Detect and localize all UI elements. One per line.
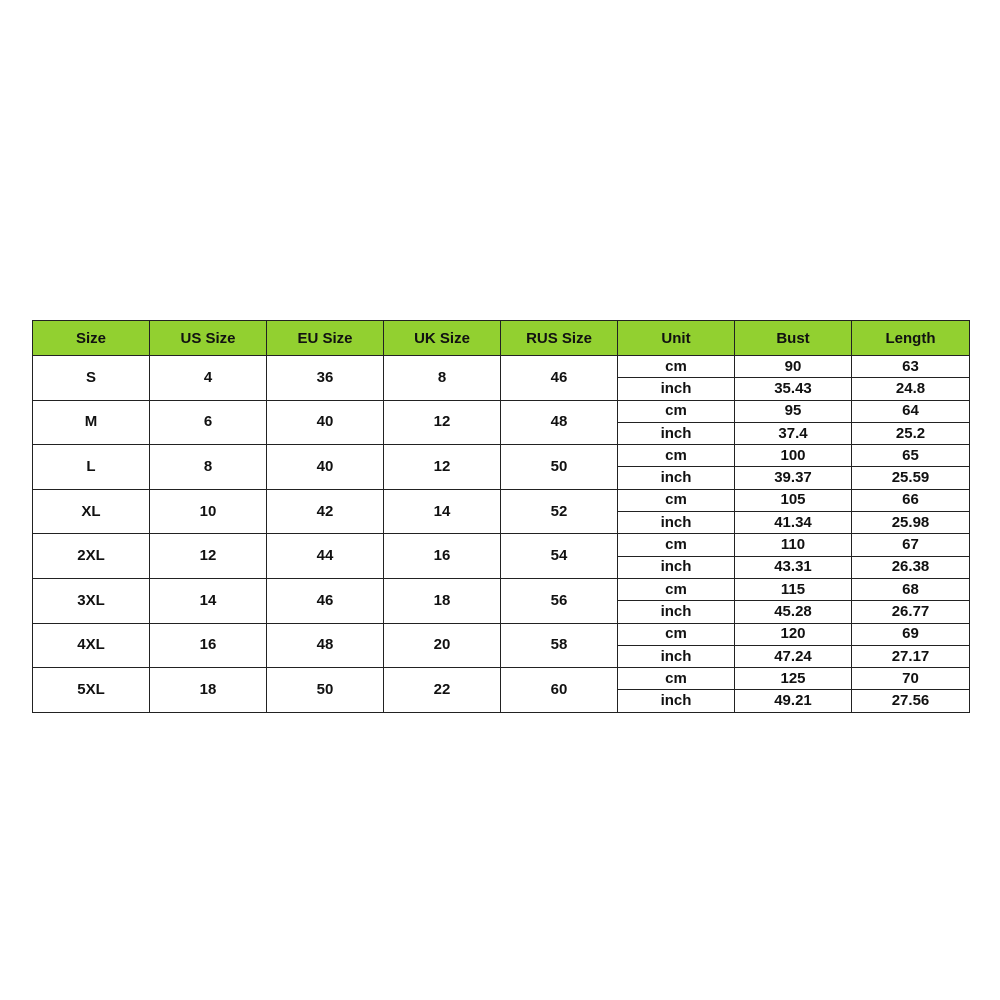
length-cell: 68 (852, 578, 970, 600)
unit-cell: cm (618, 623, 735, 645)
unit-cell: inch (618, 690, 735, 712)
bust-cell: 120 (735, 623, 852, 645)
size-cell: S (33, 356, 150, 401)
bust-cell: 41.34 (735, 512, 852, 534)
bust-cell: 100 (735, 445, 852, 467)
us-size-cell: 10 (150, 489, 267, 534)
uk-size-cell: 8 (384, 356, 501, 401)
unit-cell: inch (618, 601, 735, 623)
bust-cell: 49.21 (735, 690, 852, 712)
length-cell: 27.56 (852, 690, 970, 712)
size-chart-table (32, 320, 970, 713)
uk-size-cell: 18 (384, 578, 501, 623)
size-cell: 5XL (33, 668, 150, 713)
unit-cell: cm (618, 356, 735, 378)
length-cell: 69 (852, 623, 970, 645)
table-row-cm (33, 534, 970, 556)
rus-size-cell: 50 (501, 445, 618, 490)
unit-cell: inch (618, 645, 735, 667)
rus-size-cell: 48 (501, 400, 618, 445)
unit-cell: inch (618, 422, 735, 444)
length-cell: 25.59 (852, 467, 970, 489)
unit-cell: cm (618, 445, 735, 467)
eu-size-cell: 40 (267, 445, 384, 490)
bust-cell: 37.4 (735, 422, 852, 444)
unit-cell: inch (618, 556, 735, 578)
table-row-cm (33, 668, 970, 690)
header-cell: US Size (150, 321, 267, 356)
us-size-cell: 18 (150, 668, 267, 713)
length-cell: 65 (852, 445, 970, 467)
rus-size-cell: 46 (501, 356, 618, 401)
table-row-cm (33, 489, 970, 511)
size-cell: 2XL (33, 534, 150, 579)
us-size-cell: 12 (150, 534, 267, 579)
length-cell: 26.77 (852, 601, 970, 623)
bust-cell: 90 (735, 356, 852, 378)
length-cell: 25.2 (852, 422, 970, 444)
unit-cell: inch (618, 512, 735, 534)
length-cell: 64 (852, 400, 970, 422)
eu-size-cell: 50 (267, 668, 384, 713)
size-cell: XL (33, 489, 150, 534)
us-size-cell: 16 (150, 623, 267, 668)
eu-size-cell: 40 (267, 400, 384, 445)
bust-cell: 125 (735, 668, 852, 690)
table-row-cm (33, 445, 970, 467)
uk-size-cell: 12 (384, 445, 501, 490)
uk-size-cell: 16 (384, 534, 501, 579)
us-size-cell: 6 (150, 400, 267, 445)
header-cell: EU Size (267, 321, 384, 356)
unit-cell: cm (618, 578, 735, 600)
rus-size-cell: 60 (501, 668, 618, 713)
table-row-cm (33, 400, 970, 422)
unit-cell: inch (618, 467, 735, 489)
length-cell: 27.17 (852, 645, 970, 667)
bust-cell: 105 (735, 489, 852, 511)
eu-size-cell: 36 (267, 356, 384, 401)
table-row-cm (33, 578, 970, 600)
header-cell: UK Size (384, 321, 501, 356)
unit-cell: cm (618, 489, 735, 511)
header-cell: RUS Size (501, 321, 618, 356)
size-cell: 3XL (33, 578, 150, 623)
unit-cell: cm (618, 400, 735, 422)
header-row (33, 321, 970, 356)
length-cell: 67 (852, 534, 970, 556)
bust-cell: 35.43 (735, 378, 852, 400)
bust-cell: 45.28 (735, 601, 852, 623)
size-cell: M (33, 400, 150, 445)
uk-size-cell: 22 (384, 668, 501, 713)
bust-cell: 95 (735, 400, 852, 422)
us-size-cell: 14 (150, 578, 267, 623)
us-size-cell: 4 (150, 356, 267, 401)
length-cell: 63 (852, 356, 970, 378)
table-row-cm (33, 356, 970, 378)
eu-size-cell: 48 (267, 623, 384, 668)
uk-size-cell: 14 (384, 489, 501, 534)
length-cell: 66 (852, 489, 970, 511)
size-cell: 4XL (33, 623, 150, 668)
eu-size-cell: 46 (267, 578, 384, 623)
bust-cell: 39.37 (735, 467, 852, 489)
length-cell: 25.98 (852, 512, 970, 534)
bust-cell: 115 (735, 578, 852, 600)
us-size-cell: 8 (150, 445, 267, 490)
uk-size-cell: 12 (384, 400, 501, 445)
uk-size-cell: 20 (384, 623, 501, 668)
bust-cell: 43.31 (735, 556, 852, 578)
header-cell: Length (852, 321, 970, 356)
size-table-body (33, 356, 970, 713)
bust-cell: 47.24 (735, 645, 852, 667)
size-cell: L (33, 445, 150, 490)
rus-size-cell: 58 (501, 623, 618, 668)
rus-size-cell: 54 (501, 534, 618, 579)
eu-size-cell: 44 (267, 534, 384, 579)
length-cell: 26.38 (852, 556, 970, 578)
unit-cell: cm (618, 534, 735, 556)
header-cell: Bust (735, 321, 852, 356)
table-row-cm (33, 623, 970, 645)
unit-cell: inch (618, 378, 735, 400)
length-cell: 70 (852, 668, 970, 690)
eu-size-cell: 42 (267, 489, 384, 534)
bust-cell: 110 (735, 534, 852, 556)
header-cell: Size (33, 321, 150, 356)
rus-size-cell: 56 (501, 578, 618, 623)
rus-size-cell: 52 (501, 489, 618, 534)
header-cell: Unit (618, 321, 735, 356)
length-cell: 24.8 (852, 378, 970, 400)
unit-cell: cm (618, 668, 735, 690)
